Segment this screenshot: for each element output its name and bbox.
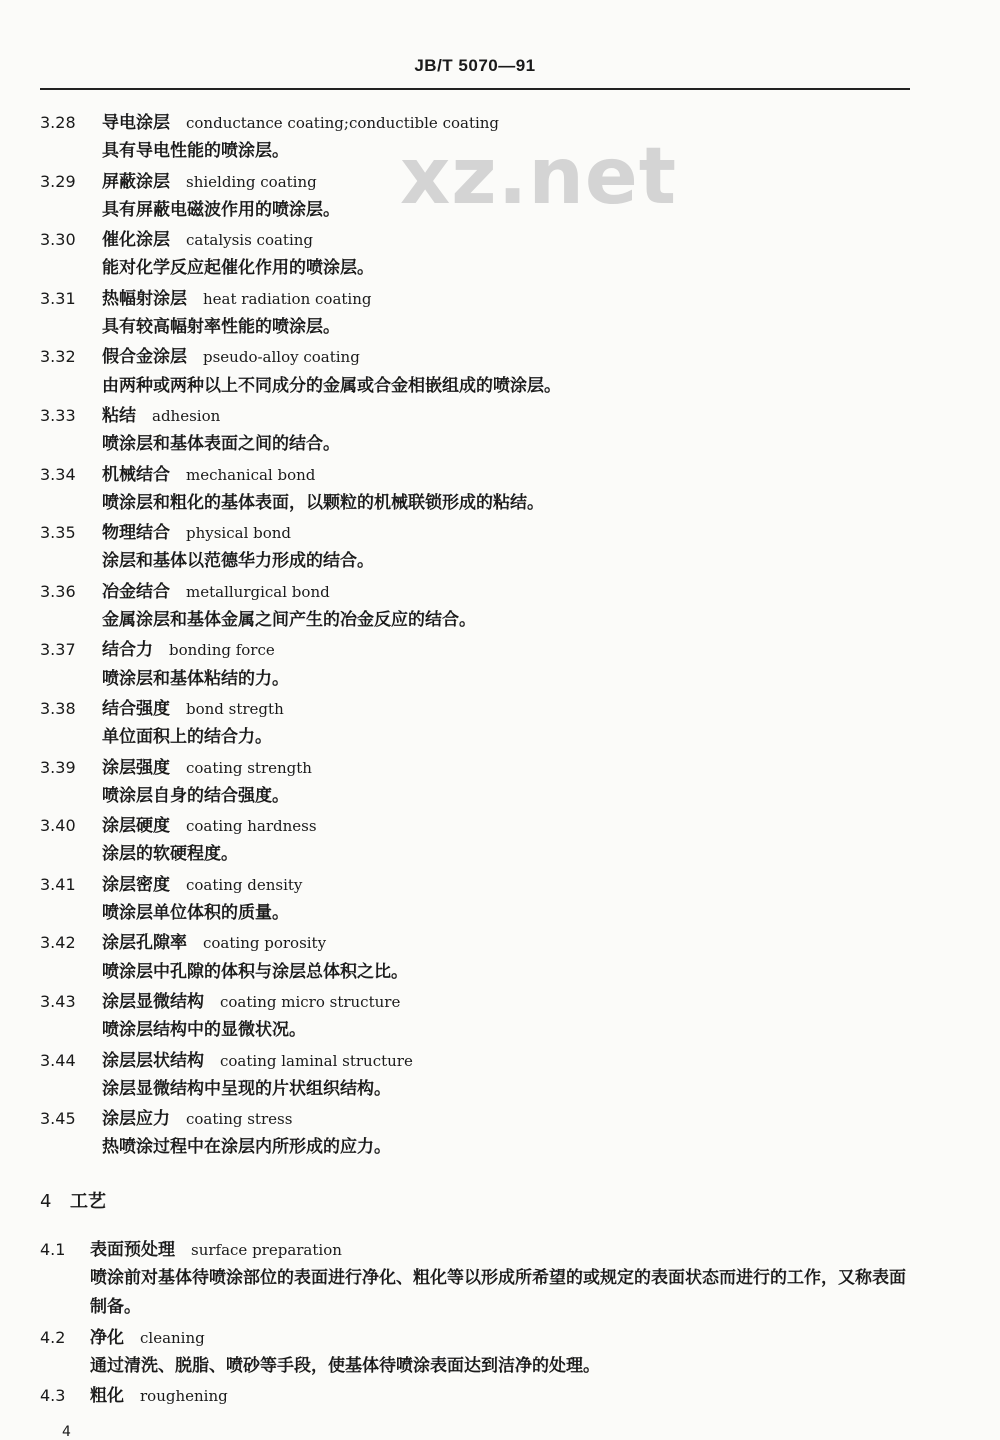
term-english: bond stregth — [186, 699, 284, 718]
term-line — [40, 518, 920, 547]
term-number: 3.37 — [40, 640, 76, 660]
term-definition: 喷涂层结构中的显微状况。 — [102, 1020, 306, 1041]
term-number: 3.34 — [40, 464, 76, 484]
term-english: adhesion — [152, 406, 221, 425]
term-list-section-4 — [40, 1235, 920, 1411]
term-entry — [40, 225, 920, 284]
term-line — [40, 928, 920, 957]
term-definition: 涂层和基体以范德华力形成的结合。 — [102, 551, 374, 572]
term-chinese: 冶金结合 — [102, 581, 170, 602]
term-entry — [40, 753, 920, 812]
term-line — [40, 167, 920, 196]
term-number: 3.28 — [40, 113, 76, 132]
term-english: coating micro structure — [220, 992, 401, 1011]
term-number: 3.38 — [40, 698, 76, 718]
term-line — [40, 1323, 920, 1352]
term-entry — [40, 1235, 920, 1323]
term-line — [40, 987, 920, 1016]
term-number: 3.32 — [40, 347, 76, 367]
term-line — [40, 635, 920, 664]
term-line — [40, 1235, 920, 1264]
term-entry — [40, 694, 920, 753]
term-chinese: 涂层层状结构 — [102, 1050, 204, 1071]
watermark: xz.net — [400, 132, 678, 222]
term-chinese: 假合金涂层 — [102, 347, 187, 368]
term-number: 3.29 — [40, 171, 76, 191]
term-line — [40, 811, 920, 840]
term-definition: 通过清洗、脱脂、喷砂等手段，使基体待喷涂表面达到洁净的处理。 — [90, 1355, 600, 1376]
term-definition: 热喷涂过程中在涂层内所形成的应力。 — [102, 1137, 391, 1158]
term-list — [40, 108, 920, 1163]
term-line — [40, 694, 920, 723]
term-line — [40, 460, 920, 489]
term-chinese: 结合强度 — [102, 698, 170, 719]
term-definition: 喷涂层自身的结合强度。 — [102, 785, 289, 806]
term-chinese: 机械结合 — [102, 464, 170, 485]
term-chinese: 涂层孔隙率 — [102, 933, 187, 954]
term-definition: 涂层的软硬程度。 — [102, 844, 238, 865]
term-entry — [40, 928, 920, 987]
term-chinese: 涂层显微结构 — [102, 991, 204, 1012]
term-definition: 能对化学反应起催化作用的喷涂层。 — [102, 258, 374, 279]
term-english: coating strength — [186, 758, 312, 777]
term-entry — [40, 811, 920, 870]
term-definition: 单位面积上的结合力。 — [102, 727, 272, 748]
term-entry — [40, 518, 920, 577]
term-english: mechanical bond — [186, 465, 316, 484]
term-chinese: 表面预处理 — [90, 1239, 175, 1260]
section-title: 工艺 — [70, 1190, 106, 1212]
section-heading — [40, 1173, 920, 1231]
term-definition: 喷涂层单位体积的质量。 — [102, 903, 289, 924]
term-chinese: 涂层密度 — [102, 874, 170, 895]
term-english: physical bond — [186, 524, 292, 543]
term-definition: 喷涂层和粗化的基体表面，以颗粒的机械联锁形成的粘结。 — [102, 492, 544, 513]
term-line — [40, 1381, 920, 1410]
page-number: 4 — [62, 1424, 71, 1440]
term-english: surface preparation — [191, 1240, 342, 1259]
term-definition: 涂层显微结构中呈现的片状组织结构。 — [102, 1078, 391, 1099]
term-entry — [40, 284, 920, 343]
term-chinese: 涂层硬度 — [102, 816, 170, 837]
term-line — [40, 870, 920, 899]
term-chinese: 粗化 — [90, 1386, 124, 1407]
term-line — [40, 1046, 920, 1075]
term-entry — [40, 1104, 920, 1163]
term-line — [40, 284, 920, 313]
term-chinese: 导电涂层 — [102, 113, 170, 133]
term-english: catalysis coating — [186, 231, 314, 250]
term-number: 4.1 — [40, 1239, 66, 1259]
term-definition: 喷涂前对基体待喷涂部位的表面进行净化、粗化等以形成所希望的或规定的表面状态而进行的工作，又称表面制备。 — [90, 1267, 906, 1318]
term-number: 3.41 — [40, 874, 76, 894]
term-number: 3.31 — [40, 288, 76, 308]
term-entry — [40, 401, 920, 460]
header-rule — [40, 88, 910, 90]
term-chinese: 结合力 — [102, 640, 153, 661]
term-number: 3.44 — [40, 1050, 76, 1070]
term-entry — [40, 460, 920, 519]
term-english: roughening — [140, 1387, 228, 1406]
term-definition: 金属涂层和基体金属之间产生的冶金反应的结合。 — [102, 610, 476, 631]
term-entry — [40, 987, 920, 1046]
term-english: coating porosity — [203, 934, 327, 953]
term-english: coating stress — [186, 1110, 293, 1129]
term-english: pseudo-alloy coating — [203, 348, 360, 367]
term-english: conductance coating;conductible coating — [186, 114, 500, 132]
term-number: 3.36 — [40, 581, 76, 601]
term-number: 3.35 — [40, 523, 76, 543]
term-line — [40, 577, 920, 606]
term-entry — [40, 1381, 920, 1410]
term-english: coating laminal structure — [220, 1051, 413, 1070]
term-chinese: 净化 — [90, 1327, 124, 1348]
term-english: bonding force — [169, 641, 275, 660]
term-chinese: 涂层应力 — [102, 1109, 170, 1130]
term-line — [40, 1104, 920, 1133]
term-definition: 喷涂层和基体表面之间的结合。 — [102, 434, 340, 455]
term-line — [40, 401, 920, 430]
term-chinese: 涂层强度 — [102, 757, 170, 778]
term-number: 3.42 — [40, 933, 76, 953]
term-line — [40, 225, 920, 254]
term-line — [40, 342, 920, 371]
term-entry — [40, 577, 920, 636]
document-body — [40, 108, 920, 1410]
term-chinese: 物理结合 — [102, 523, 170, 544]
term-definition: 具有较高幅射率性能的喷涂层。 — [102, 317, 340, 338]
term-entry — [40, 635, 920, 694]
term-number: 3.33 — [40, 405, 76, 425]
term-english: heat radiation coating — [203, 289, 372, 308]
section-number: 4 — [40, 1190, 52, 1212]
term-number: 3.43 — [40, 991, 76, 1011]
term-chinese: 热幅射涂层 — [102, 288, 187, 309]
term-number: 4.2 — [40, 1327, 66, 1347]
term-entry — [40, 1046, 920, 1105]
term-english: metallurgical bond — [186, 582, 330, 601]
document-header: JB/T 5070—91 — [414, 56, 536, 75]
term-entry — [40, 167, 920, 226]
term-definition: 由两种或两种以上不同成分的金属或合金相嵌组成的喷涂层。 — [102, 375, 561, 396]
term-number: 4.3 — [40, 1386, 66, 1406]
term-chinese: 催化涂层 — [102, 230, 170, 251]
term-english: cleaning — [140, 1328, 205, 1347]
term-number: 3.40 — [40, 816, 76, 836]
term-definition: 喷涂层中孔隙的体积与涂层总体积之比。 — [102, 961, 408, 982]
term-chinese: 粘结 — [102, 405, 136, 426]
term-number: 3.30 — [40, 230, 76, 250]
term-number: 3.39 — [40, 757, 76, 777]
term-entry — [40, 108, 920, 167]
term-entry — [40, 870, 920, 929]
term-entry — [40, 342, 920, 401]
term-english: coating hardness — [186, 817, 317, 836]
term-line — [40, 753, 920, 782]
term-chinese: 屏蔽涂层 — [102, 171, 170, 192]
term-definition: 具有屏蔽电磁波作用的喷涂层。 — [102, 199, 340, 220]
term-definition: 喷涂层和基体粘结的力。 — [102, 668, 289, 689]
term-definition: 具有导电性能的喷涂层。 — [102, 141, 289, 162]
term-entry — [40, 1323, 920, 1382]
term-english: coating density — [186, 875, 303, 894]
term-line — [40, 108, 920, 137]
term-english: shielding coating — [186, 172, 317, 191]
term-number: 3.45 — [40, 1109, 76, 1129]
